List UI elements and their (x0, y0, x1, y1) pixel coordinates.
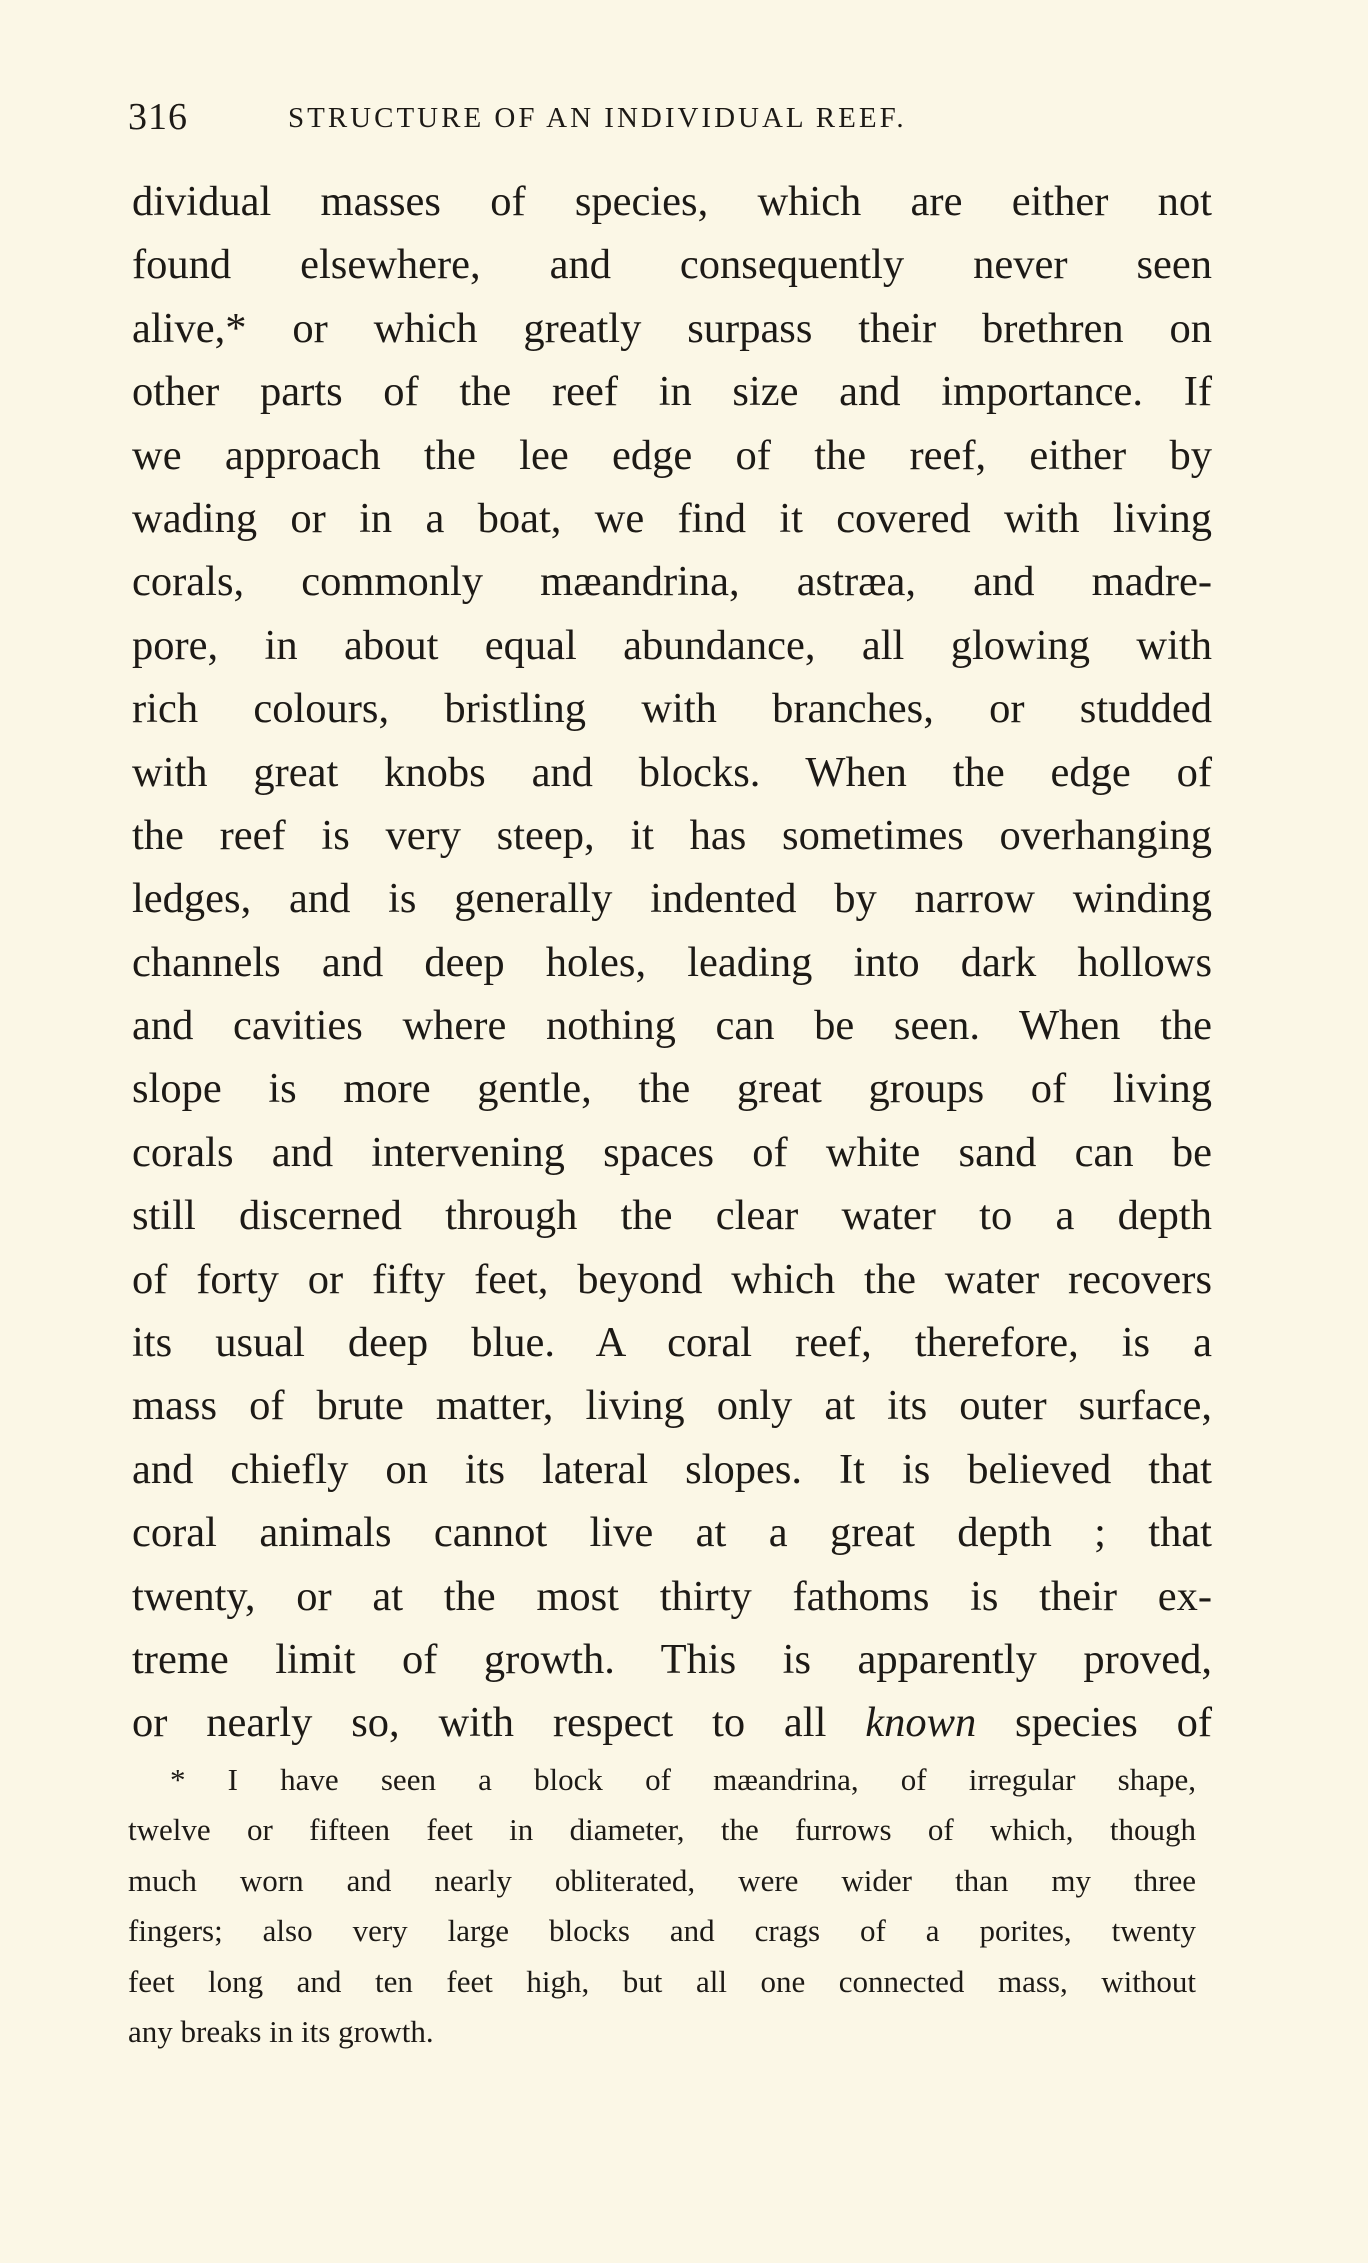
footnote-line: fingers; also very large blocks and crags of a porites, twenty (128, 1913, 1196, 1949)
text-line: found elsewhere, and consequently never seen (132, 241, 1212, 289)
text-line: corals and intervening spaces of white sand can be (132, 1128, 1212, 1176)
text-line: treme limit of growth. This is apparently proved, (132, 1635, 1212, 1683)
text-line: slope is more gentle, the great groups of living (132, 1065, 1212, 1113)
footnote-line: twelve or fifteen feet in diameter, the furrows of which, though (128, 1812, 1196, 1848)
page-number: 316 (128, 96, 188, 138)
text-line: rich colours, bristling with branches, or studded (132, 685, 1212, 733)
italic-word: known (865, 1699, 977, 1747)
text-line: the reef is very steep, it has sometimes overhanging (132, 811, 1212, 859)
footnote-line: * I have seen a block of mæandrina, of irregular shape, (170, 1762, 1196, 1797)
text-line: of forty or fifty feet, beyond which the water recovers (132, 1255, 1212, 1303)
text-line-last (132, 1691, 1212, 1754)
footnote (128, 1755, 1196, 2057)
footnote-line: much worn and nearly obliterated, were wider than my three (128, 1862, 1196, 1898)
text-line: dividual masses of species, which are either not (132, 178, 1212, 225)
text-line: corals, commonly mæandrina, astræa, and madre- (132, 558, 1212, 606)
text-line: and chiefly on its lateral slopes. It is believed that (132, 1445, 1212, 1493)
text-line: we approach the lee edge of the reef, either by (132, 431, 1212, 479)
footnote-line: feet long and ten feet high, but all one connected mass, without (128, 1963, 1196, 1999)
text-line: mass of brute matter, living only at its outer surface, (132, 1382, 1212, 1430)
text-line: wading or in a boat, we find it covered with living (132, 494, 1212, 542)
text-line: and cavities where nothing can be seen. When the (132, 1002, 1212, 1050)
text-line: coral animals cannot live at a great depth ; that (132, 1509, 1212, 1557)
text-line: channels and deep holes, leading into dark hollows (132, 938, 1212, 986)
text-segment: or nearly so, with respect to all (132, 1699, 866, 1747)
text-segment: species of (976, 1699, 1212, 1747)
running-head: STRUCTURE OF AN INDIVIDUAL REEF. (288, 102, 907, 134)
text-line: alive,* or which greatly surpass their brethren on (132, 304, 1212, 352)
text-line: with great knobs and blocks. When the edge of (132, 748, 1212, 796)
text-line: its usual deep blue. A coral reef, therefore, is a (132, 1319, 1212, 1367)
text-line: still discerned through the clear water to a depth (132, 1192, 1212, 1240)
footnote-line: any breaks in its growth. (128, 2013, 434, 2049)
body-text (132, 170, 1212, 1755)
text-line: twenty, or at the most thirty fathoms is their ex- (132, 1572, 1212, 1620)
text-line: pore, in about equal abundance, all glowing with (132, 621, 1212, 669)
text-line: other parts of the reef in size and importance. If (132, 368, 1212, 416)
page-header (128, 92, 1228, 142)
text-line: ledges, and is generally indented by narrow winding (132, 875, 1212, 923)
